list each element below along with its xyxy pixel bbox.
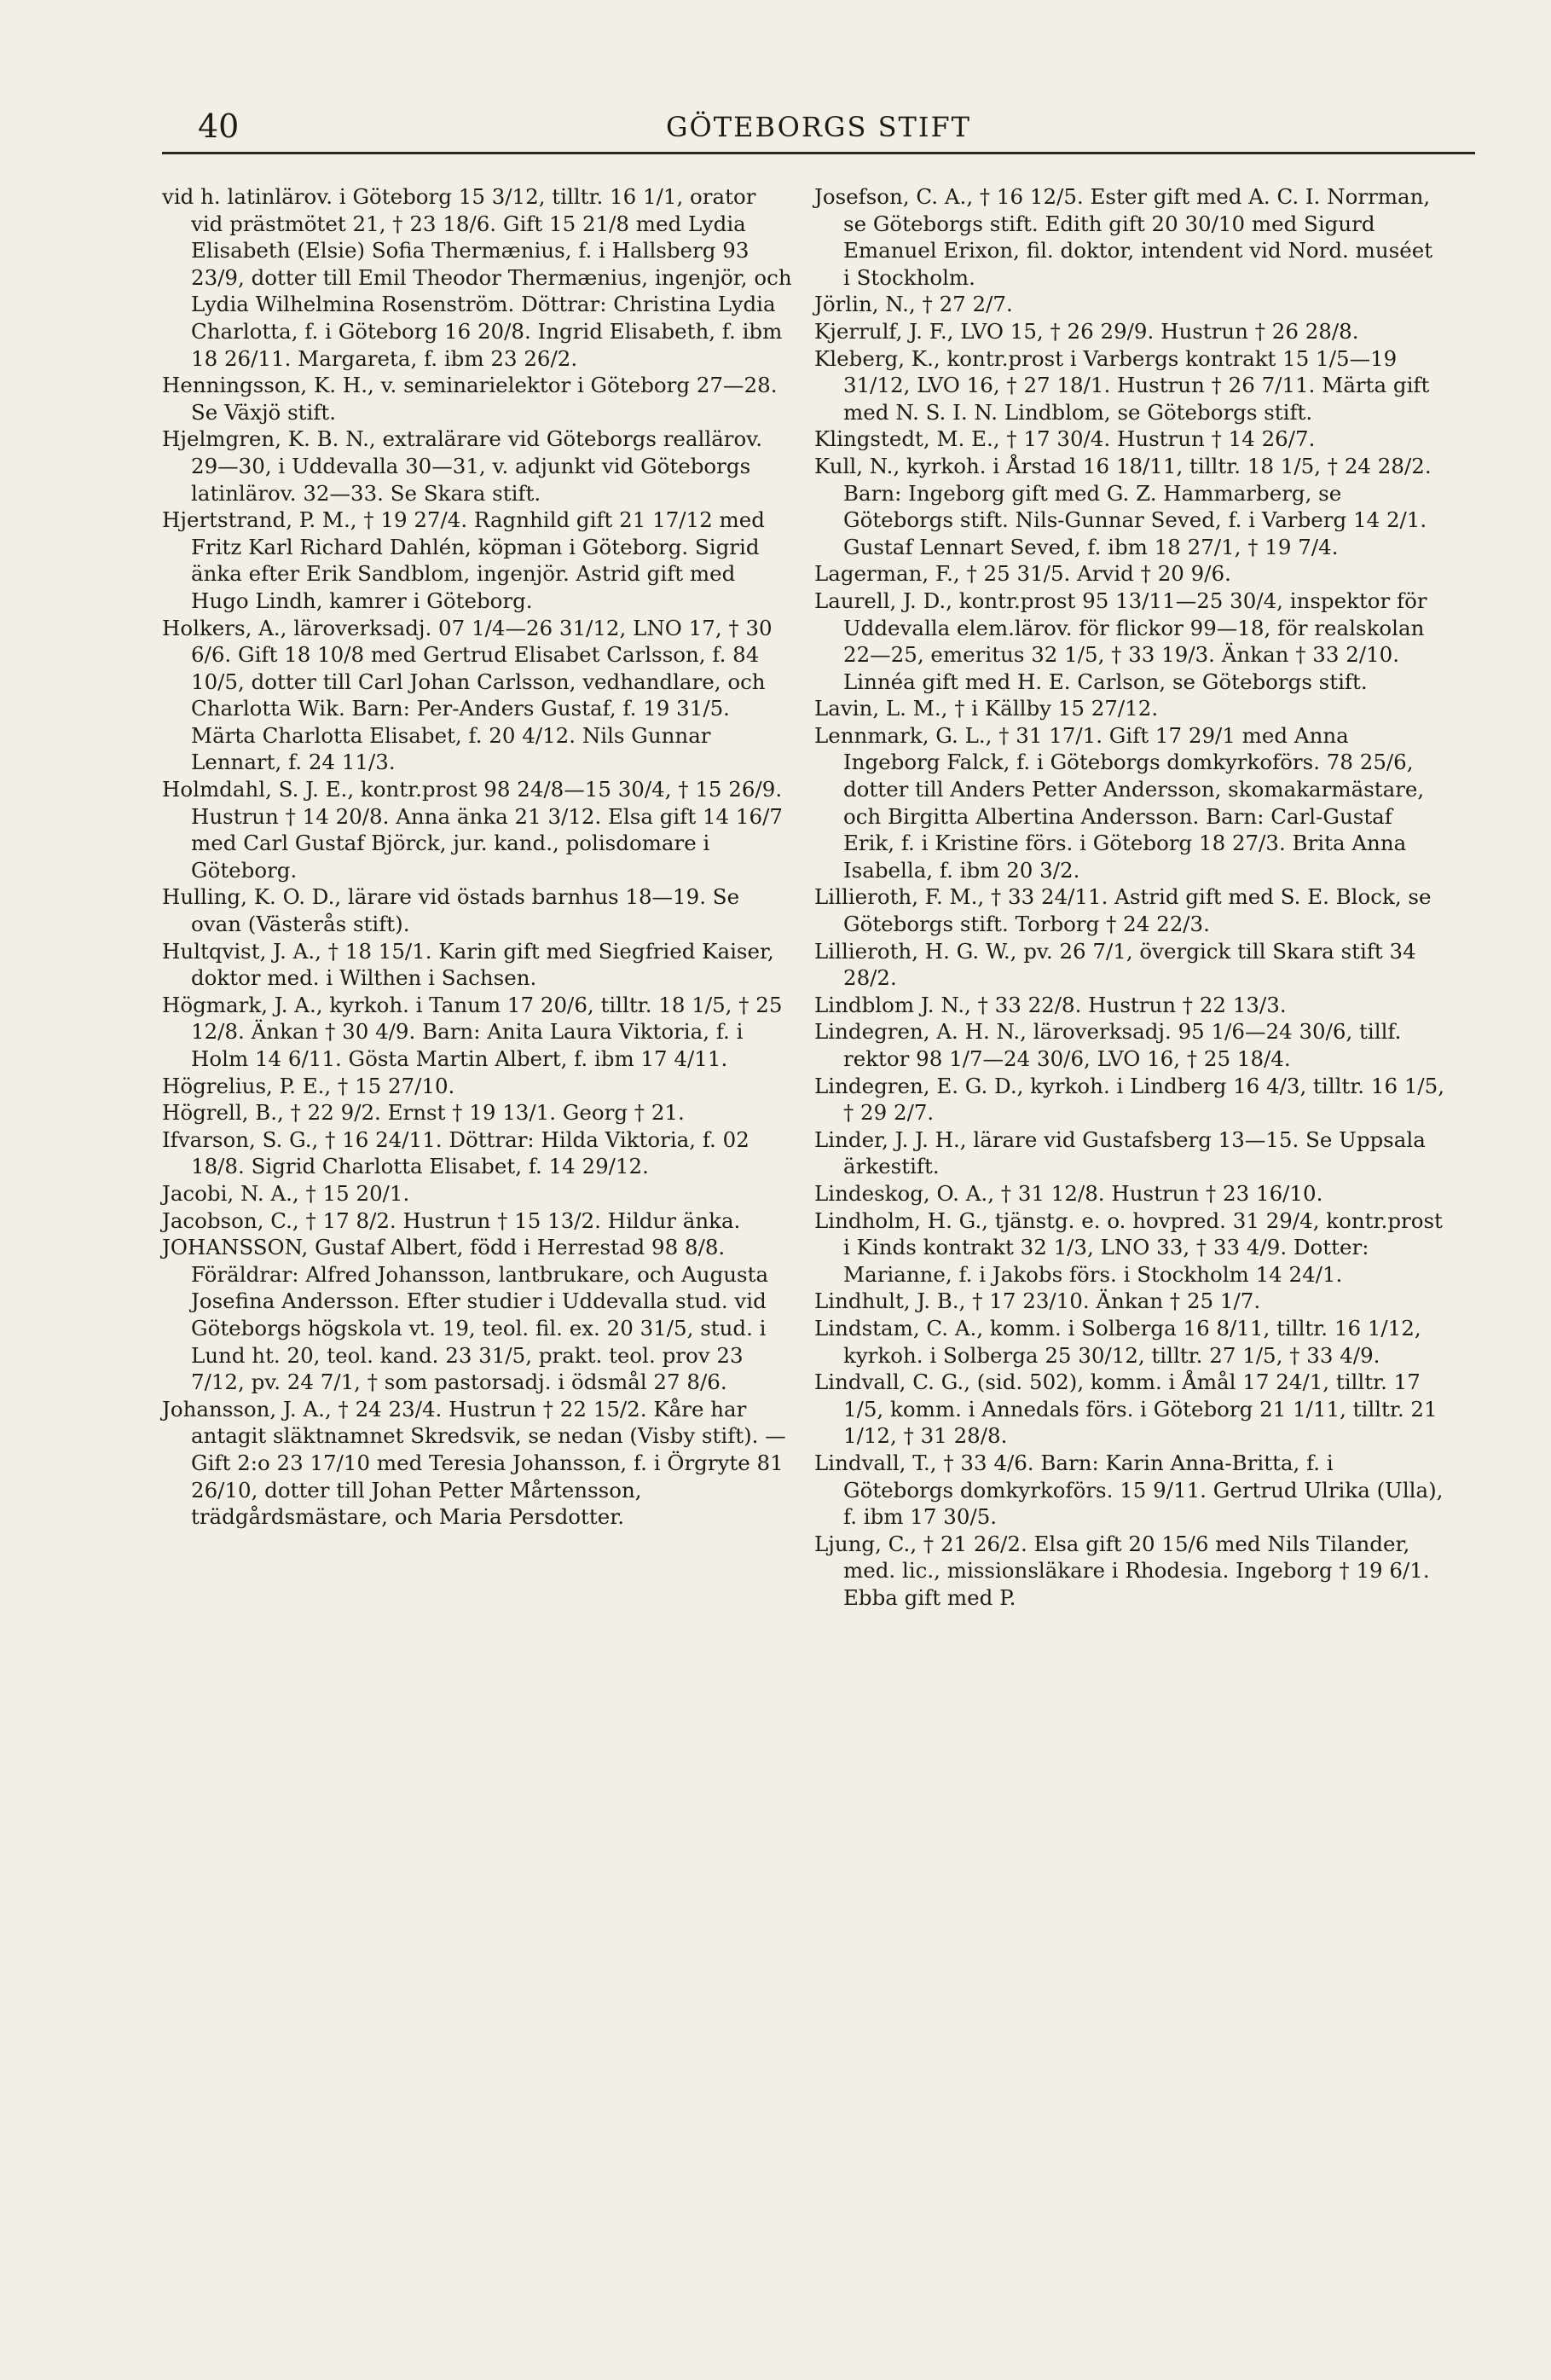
entry: Lindegren, A. H. N., läroverksadj. 95 1/6—24 30/6, tillf. rektor 98 1/7—24 30/6, LVO 16, † 25 18/4.	[814, 1019, 1402, 1071]
entry: Laurell, J. D., kontr.prost 95 13/11—25 30/4, inspektor för Uddevalla elem.lärov. för flickor 99—18, för realskolan 22—25, emeritus 32 1/5, † 33 19/3. Änkan † 33 2/10. Linnéa gift med H. E. Carlson, se Göteborgs stift.	[814, 588, 1427, 694]
entry: vid h. latinlärov. i Göteborg 15 3/12, tilltr. 16 1/1, orator vid prästmötet 21, † 23 18/6. Gift 15 21/8 med Lydia Elisabeth (Elsie) Sofia Thermænius, f. i Hallsberg 93 23/9, dotter till Emil Theodor Thermænius, ingenjör, och Lydia Wilhelmina Rosenström. Döttrar: Christina Lydia Charlotta, f. i Göteborg 16 20/8. Ingrid Elisabeth, f. ibm 18 26/11. Margareta, f. ibm 23 26/2.	[162, 184, 792, 371]
entry: Hjelmgren, K. B. N., extralärare vid Göteborgs reallärov. 29—30, i Uddevalla 30—31, v. adjunkt vid Göteborgs latinlärov. 32—33. Se Skara stift.	[162, 426, 762, 506]
page-header	[162, 92, 1475, 154]
entry: Kjerrulf, J. F., LVO 15, † 26 29/9. Hustrun † 26 28/8.	[814, 318, 1359, 344]
entry: Hultqvist, J. A., † 18 15/1. Karin gift med Siegfried Kaiser, doktor med. i Wilthen i Sachsen.	[162, 938, 774, 991]
entry: Ifvarson, S. G., † 16 24/11. Döttrar: Hilda Viktoria, f. 02 18/8. Sigrid Charlotta Elisabet, f. 14 29/12.	[162, 1126, 749, 1179]
entry: Holmdahl, S. J. E., kontr.prost 98 24/8—15 30/4, † 15 26/9. Hustrun † 14 20/8. Anna änka 21 3/12. Elsa gift 14 16/7 med Carl Gustaf Björck, jur. kand., polisdomare i Göteborg.	[162, 777, 783, 883]
entry: Lindstam, C. A., komm. i Solberga 16 8/11, tilltr. 16 1/12, kyrkoh. i Solberga 25 30/12, tilltr. 27 1/5, † 33 4/9.	[814, 1315, 1421, 1368]
entry: Hjertstrand, P. M., † 19 27/4. Ragnhild gift 21 17/12 med Fritz Karl Richard Dahlén, köpman i Göteborg. Sigrid änka efter Erik Sandblom, ingenjör. Astrid gift med Hugo Lindh, kamrer i Göteborg.	[162, 507, 765, 613]
entry: Lindvall, C. G., (sid. 502), komm. i Åmål 17 24/1, tilltr. 17 1/5, komm. i Annedals förs. i Göteborg 21 1/11, tilltr. 21 1/12, † 31 28/8.	[814, 1370, 1438, 1449]
entry: Johansson, J. A., † 24 23/4. Hustrun † 22 15/2. Kåre har antagit släktnamnet Skredsvik, se nedan (Visby stift). — Gift 2:o 23 17/10 med Teresia Johansson, f. i Örgryte 81 26/10, dotter till Johan Petter Mårtensson, trädgårdsmästare, och Maria Persdotter.	[162, 1396, 786, 1530]
entry: Linder, J. J. H., lärare vid Gustafsberg 13—15. Se Uppsala ärkestift.	[814, 1126, 1426, 1179]
entry: Högrelius, P. E., † 15 27/10.	[162, 1073, 455, 1098]
entry: Kleberg, K., kontr.prost i Varbergs kontrakt 15 1/5—19 31/12, LVO 16, † 27 18/1. Hustrun † 26 7/11. Märta gift med N. S. I. N. Lindblom, se Göteborgs stift.	[814, 345, 1430, 425]
entry: Lindholm, H. G., tjänstg. e. o. hovpred. 31 29/4, kontr.prost i Kinds kontrakt 32 1/3, LNO 33, † 33 4/9. Dotter: Marianne, f. i Jakobs förs. i Stockholm 14 24/1.	[814, 1207, 1443, 1287]
entry: Lindvall, T., † 33 4/6. Barn: Karin Anna-Britta, f. i Göteborgs domkyrkoförs. 15 9/11. Gertrud Ulrika (Ulla), f. ibm 17 30/5.	[814, 1450, 1444, 1530]
entry: Lindeskog, O. A., † 31 12/8. Hustrun † 23 16/10.	[814, 1180, 1323, 1206]
entry: Kull, N., kyrkoh. i Årstad 16 18/11, tilltr. 18 1/5, † 24 28/2. Barn: Ingeborg gift med G. Z. Hammarberg, se Göteborgs stift. Nils-Gunnar Seved, f. i Varberg 14 2/1. Gustaf Lennart Seved, f. ibm 18 27/1, † 19 7/4.	[814, 453, 1432, 559]
running-title: GÖTEBORGS STIFT	[665, 111, 972, 143]
entry: Lillieroth, F. M., † 33 24/11. Astrid gift med S. E. Block, se Göteborgs stift. Torborg † 24 22/3.	[814, 884, 1432, 937]
entry: Lillieroth, H. G. W., pv. 26 7/1, övergick till Skara stift 34 28/2.	[814, 938, 1416, 991]
left-column	[162, 183, 793, 1531]
entry: Högmark, J. A., kyrkoh. i Tanum 17 20/6, tilltr. 18 1/5, † 25 12/8. Änkan † 30 4/9. Barn: Anita Laura Viktoria, f. i Holm 14 6/11. Gösta Martin Albert, f. ibm 17 4/11.	[162, 992, 783, 1071]
entry: Högrell, B., † 22 9/2. Ernst † 19 13/1. Georg † 21.	[162, 1100, 685, 1126]
entry: Hulling, K. O. D., lärare vid östads barnhus 18—19. Se ovan (Västerås stift).	[162, 884, 740, 937]
entry: Ljung, C., † 21 26/2. Elsa gift 20 15/6 med Nils Tilander, med. lic., missionsläkare i Rhodesia. Ingeborg † 19 6/1. Ebba gift med P.	[814, 1531, 1430, 1610]
entry: Lagerman, F., † 25 31/5. Arvid † 20 9/6.	[814, 561, 1231, 587]
entry: JOHANSSON, Gustaf Albert, född i Herrestad 98 8/8. Föräldrar: Alfred Johansson, lantbrukare, och Augusta Josefina Andersson. Efter studier i Uddevalla stud. vid Göteborgs högskola vt. 19, teol. fil. ex. 20 31/5, stud. i Lund ht. 20, teol. kand. 23 31/5, prakt. teol. prov 23 7/12, pv. 24 7/1, † som pastorsadj. i ödsmål 27 8/6.	[162, 1235, 769, 1395]
entry: Lindhult, J. B., † 17 23/10. Änkan † 25 1/7.	[814, 1288, 1261, 1314]
page-number: 40	[198, 107, 240, 145]
right-column	[814, 183, 1445, 1611]
entry: Henningsson, K. H., v. seminarielektor i Göteborg 27—28. Se Växjö stift.	[162, 373, 778, 425]
entry: Klingstedt, M. E., † 17 30/4. Hustrun † 14 26/7.	[814, 426, 1316, 452]
entry: Lindegren, E. G. D., kyrkoh. i Lindberg 16 4/3, tilltr. 16 1/5, † 29 2/7.	[814, 1073, 1445, 1126]
entry: Lindblom J. N., † 33 22/8. Hustrun † 22 13/3.	[814, 992, 1287, 1017]
entry: Josefson, C. A., † 16 12/5. Ester gift med A. C. I. Norrman, se Göteborgs stift. Edith gift 20 30/10 med Sigurd Emanuel Erixon, fil. doktor, intendent vid Nord. muséet i Stockholm.	[814, 184, 1433, 290]
entry: Jacobson, C., † 17 8/2. Hustrun † 15 13/2. Hildur änka.	[162, 1207, 741, 1233]
entry: Jacobi, N. A., † 15 20/1.	[162, 1180, 410, 1206]
entry: Lavin, L. M., † i Källby 15 27/12.	[814, 696, 1159, 721]
entry: Jörlin, N., † 27 2/7.	[814, 292, 1013, 317]
entry: Lennmark, G. L., † 31 17/1. Gift 17 29/1 med Anna Ingeborg Falck, f. i Göteborgs domkyrkoförs. 78 25/6, dotter till Anders Petter Andersson, skomakarmästare, och Birgitta Albertina Andersson. Barn: Carl-Gustaf Erik, f. i Kristine förs. i Göteborg 18 27/3. Brita Anna Isabella, f. ibm 20 3/2.	[814, 722, 1425, 883]
entry: Holkers, A., läroverksadj. 07 1/4—26 31/12, LNO 17, † 30 6/6. Gift 18 10/8 med Gertrud Elisabet Carlsson, f. 84 10/5, dotter till Carl Johan Carlsson, vedhandlare, och Charlotta Wik. Barn: Per-Anders Gustaf, f. 19 31/5. Märta Charlotta Elisabet, f. 20 4/12. Nils Gunnar Lennart, f. 24 11/3.	[162, 615, 773, 775]
